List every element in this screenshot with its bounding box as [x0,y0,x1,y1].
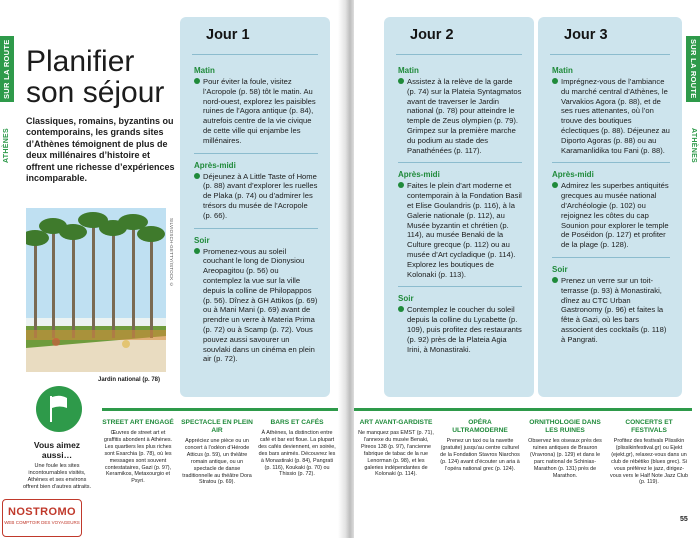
green-rule-left [102,408,340,411]
day-card-1 [180,17,330,397]
green-rule-right [354,408,692,411]
flag-icon [36,386,82,432]
column-title: STREET ART ENGAGÉ [102,419,174,426]
section-text: Promenez-vous au soleil couchant le long de Dionysiou Areopagitou (p. 56) ou contemplez la vue sur la ville depuis la colline de Philopappos (p. 56). Dînez à GH Attikos (p. 69) ou à Mani Mani (p. 69) avant de prendre un verre à Materia Prima (p. 72) ou à Scamp (p. 72). Vous pouvez aussi savourer un souvlaki dans un cinéma en plein air (p. 72). [194,247,318,365]
interest-column [358,419,434,478]
garden-photo [26,208,166,372]
column-text: Prenez un taxi ou la navette (gratuite) jusqu’au centre culturel de la Fondation Stavros Niarchos (p. 124) avant d’écouter un aria à l’opéra national grec (p. 124). [440,438,520,472]
divider [552,162,670,163]
section-text: Prenez un verre sur un toit-terrasse (p. 93) à Monastiraki, dînez au CTC Urban Gastronomy (p. 96) et faites la fête à Gazi, où les bars associent des cocktails (p. 118) à Pangrati. [552,276,670,345]
divider [398,286,522,287]
city-label-left: ATHÈNES [3,128,10,164]
page-number: 55 [680,516,688,523]
interest-column [102,419,174,485]
section-text: Assistez à la relève de la garde (p. 74) sur la Plateia Syntagmatos avant de traverser le Jardin national (p. 78) pour atteindre le temple de Zeus olympien (p. 79). Grimpez sur la première marche du podium au stade des Panathénées (p. 117). [398,77,522,155]
section-heading: Après-midi [194,160,236,170]
column-title: BARS ET CAFÉS [270,419,324,426]
page-title [26,46,164,108]
interest-column [258,419,336,478]
column-text: Profitez des festivals Plissikin (plissikinfestival.gr) ou Ejekt (ejekt.gr), relaxez-vous dans un club de rébétiko (blues grec). Si vous préférez le jazz, dirigez-vous vers le Half Note Jazz Club (p. 119). [610,438,688,486]
section-heading: Soir [398,294,414,304]
day-title: Jour 2 [396,17,522,55]
interest-column [440,419,520,473]
logo-name: NOSTROMO [8,506,76,518]
intro-text: Classiques, romains, byzantins ou contemporains, les grands sites d’Athènes témoignent de plus de deux millénaires d’histoire et offrent une richesse d’expériences incomparable. [26,116,175,184]
column-text: Ne manquez pas EMST (p. 71), l’annexe du musée Benaki, Pireos 138 (p. 97), l’ancienne fabrique de tabac de la rue Lenorman (p. 98), et les galeries indépendantes de Kolonaki (p. 114). [358,430,434,478]
left-page [0,0,346,538]
vous-text: Une foule les sites incontournables visités, Athènes et ses environs offrent bien d’autres attraits. [22,463,92,490]
nostromo-watermark [2,499,82,537]
city-label-right: ATHÈNES [690,128,697,164]
bullet-icon [398,78,404,84]
right-page [354,0,700,538]
bullet-icon [552,78,558,84]
section-text: Admirez les superbes antiquités grecques au musée national d’Archéologie (p. 102) ou rejoignez les côtes du cap Sounion pour explorer le temple de Poséidon (p. 127) et profiter de la plage (p. 128). [552,181,670,250]
vous-aimez-box [22,441,92,491]
divider [552,257,670,258]
divider [194,228,318,229]
day-card-2 [384,17,534,397]
flag-badge [36,386,82,432]
bullet-icon [552,182,558,188]
column-title: OPÉRA ULTRAMODERNE [452,419,508,434]
interest-column [610,419,688,486]
interest-column [180,419,254,486]
column-title: ART AVANT-GARDISTE [359,419,433,426]
bullet-icon [194,78,200,84]
section-text: Pour éviter la foule, visitez l’Acropole (p. 58) tôt le matin. Au nord-ouest, explorez les paisibles ruines de l’Agora antique (p. 84), autrefois centre de la vie civique de cette ville qui enjambe les millénaires. [194,77,318,146]
column-title: ORNITHOLOGIE DANS LES RUINES [529,419,601,434]
section-text: Contemplez le coucher du soleil depuis la colline du Lycabette (p. 109), puis profitez des restaurants (p. 92) près de la Plateia Agia Irini, à Monastiraki. [398,305,522,354]
column-text: À Athènes, la distinction entre café et bar est floue. La plupart des cafés deviennent, en soirée, des bars animés. Découvrez les à Monastiraki (p. 84), Pangrati (p. 116), Koukaki (p. 70) ou Thissio (p. 72). [258,430,336,478]
section-heading: Soir [552,264,568,274]
bullet-icon [398,182,404,188]
column-text: Appréciez une pièce ou un concert à l’odéon d’Hérode Atticus (p. 59), un théâtre romain antique, ou un spectacle de danse traditionnelle au théâtre Dora Stratou (p. 69). [182,438,252,486]
section-heading: Matin [552,66,573,75]
section-heading: Soir [194,235,210,245]
day-card-3 [538,17,682,397]
section-heading: Après-midi [398,170,440,180]
section-heading: Matin [194,66,215,75]
palm-trees-illustration [26,208,166,372]
section-tab-left: SUR LA ROUTE [0,36,14,102]
divider [398,162,522,163]
section-heading: Après-midi [552,170,594,180]
section-heading: Matin [398,66,419,75]
column-title: SPECTACLE EN PLEIN AIR [181,419,253,434]
photo-caption: Jardin national (p. 78) [98,377,161,383]
photo-credit: SILVIOSCH-GETTY/ISTOCK © [169,218,174,288]
bullet-icon [194,248,200,254]
divider [194,153,318,154]
vous-heading: Vous aimez aussi… [33,440,81,460]
column-text: Œuvres de street art et graffitis abondent à Athènes. Les quartiers les plus riches sont Exarchia (p. 78), où les messages sont souvent contestataires, Gazi (p. 97), Keramikos, Metaxourgio et Psyri. [103,430,173,485]
logo-subtitle: WEB COMPTOIR DES VOYAGEURS [4,520,80,525]
section-text: Imprégnez-vous de l’ambiance du marché central d’Athènes, le Varvakios Agora (p. 88), et de ses rues attenantes, où l’on trouve des boutiques éclectiques (p. 88). Déjeunez au Diporto Agoras (p. 88) ou au Karamanlidika tou Fani (p. 88). [552,77,670,155]
column-text: Observez les oiseaux près des ruines antiques de Brauron (Vravrona) (p. 129) et dans le parc national de Schinias-Marathon (p. 131) près de Marathon. [528,438,602,479]
title-line-2: son séjour [26,76,165,109]
section-text: Déjeunez à A Little Taste of Home (p. 88) avant d’explorer les ruelles de Plaka (p. 74) ou d’admirer les trésors du musée de l’Acropole (p. 66). [194,172,318,221]
title-line-1: Planifier [26,45,135,78]
day-title: Jour 3 [550,17,670,55]
bullet-icon [552,277,558,283]
section-text: Faites le plein d’art moderne et contemporain à la Fondation Basil et Elise Goulandris (p. 116), à la Galerie nationale (p. 112), au Musée byzantin et chrétien (p. 114), au musée Benaki de la Culture grecque (p. 112) ou au musée d’Art cycladique (p. 114). Explorez les boutiques de Kolonaki (p. 113). [398,181,522,279]
bullet-icon [194,173,200,179]
section-tab-right: SUR LA ROUTE [686,36,700,102]
interest-column [526,419,604,479]
column-title: CONCERTS ET FESTIVALS [625,419,673,434]
bullet-icon [398,306,404,312]
day-title: Jour 1 [192,17,318,55]
